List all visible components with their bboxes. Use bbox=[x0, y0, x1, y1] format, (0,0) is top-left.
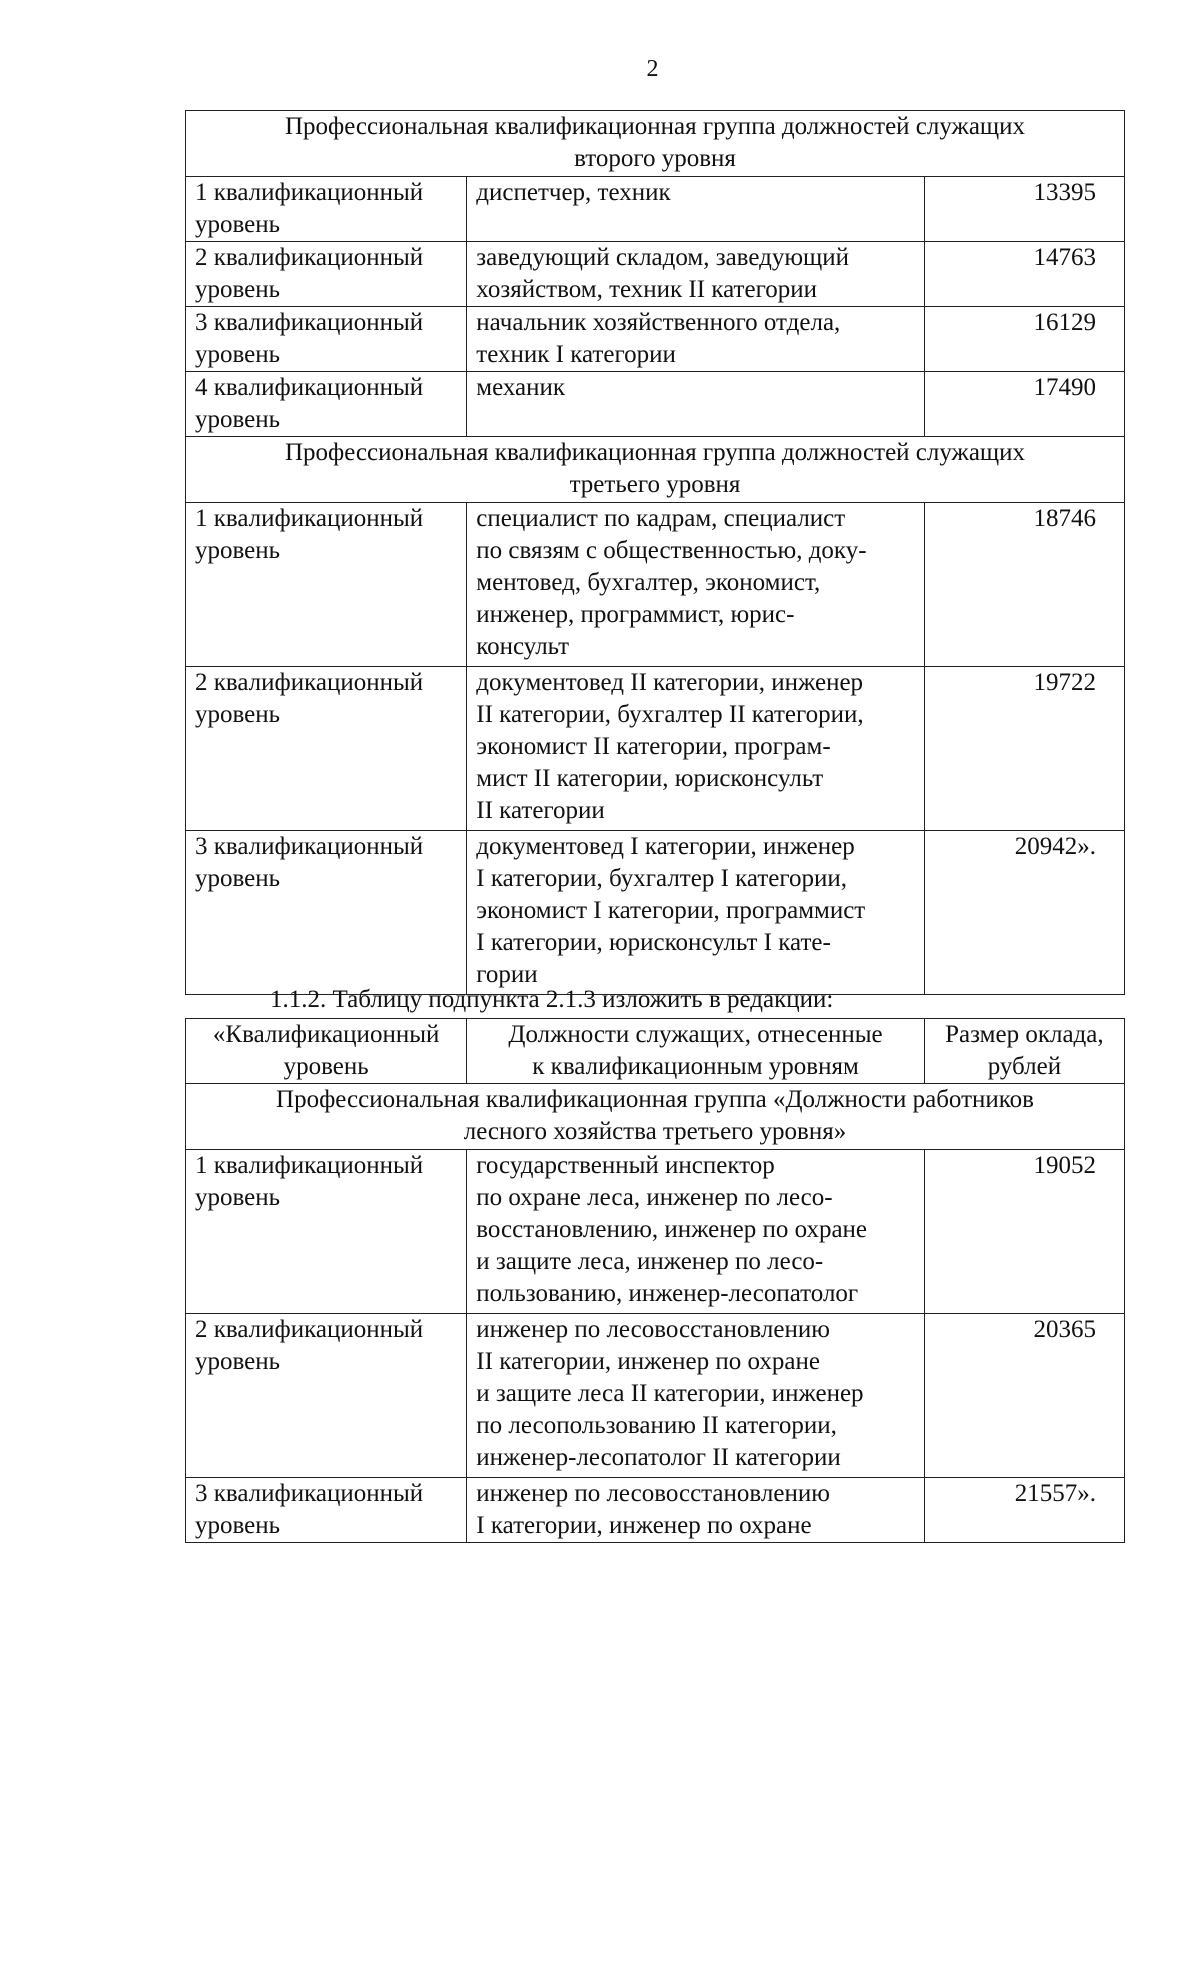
table-row bbox=[186, 1150, 1125, 1314]
level-cell: 4 квалификационный уровень bbox=[186, 372, 467, 437]
table-row bbox=[186, 831, 1125, 995]
salary-cell: 17490 bbox=[924, 372, 1124, 437]
group-header-second-level: Профессиональная квалификационная группа должностей служащих второго уровня bbox=[186, 111, 1125, 177]
group-header-forestry: Профессиональная квалификационная группа «Должности работников лесного хозяйства третьего уровня» bbox=[186, 1084, 1125, 1150]
header-salary: Размер оклада, рублей bbox=[924, 1019, 1124, 1084]
group-header-third-level: Профессиональная квалификационная группа должностей служащих третьего уровня bbox=[186, 437, 1125, 503]
page-number: 2 bbox=[646, 56, 659, 82]
level-cell: 3 квалификационный уровень bbox=[186, 1478, 467, 1543]
positions-cell: диспетчер, техник bbox=[467, 177, 924, 242]
positions-cell: заведующий складом, заведующий хозяйством, техник II категории bbox=[467, 242, 924, 307]
table-row bbox=[186, 1314, 1125, 1478]
positions-cell: начальник хозяйственного отдела, техник I категории bbox=[467, 307, 924, 372]
level-cell: 1 квалификационный уровень bbox=[186, 177, 467, 242]
table-row bbox=[186, 372, 1125, 437]
header-level: «Квалификационный уровень bbox=[186, 1019, 467, 1084]
table-row bbox=[186, 503, 1125, 667]
level-cell: 1 квалификационный уровень bbox=[186, 1150, 467, 1314]
table-row bbox=[186, 307, 1125, 372]
salary-cell: 16129 bbox=[924, 307, 1124, 372]
instruction-text: 1.1.2. Таблицу подпункта 2.1.3 изложить в редакции: bbox=[270, 986, 834, 1013]
table-row bbox=[186, 667, 1125, 831]
table-row bbox=[186, 1478, 1125, 1543]
positions-cell: документовед I категории, инженер I категории, бухгалтер I категории, экономист I категории, программист I категории, юрисконсульт I кате- гории bbox=[467, 831, 924, 995]
salary-cell: 20365 bbox=[924, 1314, 1124, 1478]
positions-cell: документовед II категории, инженер II категории, бухгалтер II категории, экономист II категории, програм- мист II категории, юрисконсульт II категории bbox=[467, 667, 924, 831]
salary-cell: 19052 bbox=[924, 1150, 1124, 1314]
level-cell: 3 квалификационный уровень bbox=[186, 307, 467, 372]
header-positions: Должности служащих, отнесенные к квалификационным уровням bbox=[467, 1019, 924, 1084]
level-cell: 3 квалификационный уровень bbox=[186, 831, 467, 995]
positions-cell: инженер по лесовосстановлению II категории, инженер по охране и защите леса II категории, инженер по лесопользованию II категории, инженер-лесопатолог II категории bbox=[467, 1314, 924, 1478]
salary-cell: 21557». bbox=[924, 1478, 1124, 1543]
level-cell: 2 квалификационный уровень bbox=[186, 667, 467, 831]
table-header-row bbox=[186, 1019, 1125, 1084]
salary-cell: 20942». bbox=[924, 831, 1124, 995]
level-cell: 2 квалификационный уровень bbox=[186, 1314, 467, 1478]
salary-cell: 19722 bbox=[924, 667, 1124, 831]
positions-cell: специалист по кадрам, специалист по связям с общественностью, доку- ментовед, бухгалтер, экономист, инженер, программист, юрис- консульт bbox=[467, 503, 924, 667]
level-cell: 1 квалификационный уровень bbox=[186, 503, 467, 667]
positions-cell: государственный инспектор по охране леса, инженер по лесо- восстановлению, инженер по охране и защите леса, инженер по лесо- пользованию, инженер-лесопатолог bbox=[467, 1150, 924, 1314]
salary-table-employees bbox=[185, 110, 1125, 995]
table-row bbox=[186, 242, 1125, 307]
level-cell: 2 квалификационный уровень bbox=[186, 242, 467, 307]
table-row bbox=[186, 177, 1125, 242]
salary-cell: 13395 bbox=[924, 177, 1124, 242]
salary-table-forestry bbox=[185, 1018, 1125, 1543]
salary-cell: 14763 bbox=[924, 242, 1124, 307]
positions-cell: инженер по лесовосстановлению I категории, инженер по охране bbox=[467, 1478, 924, 1543]
salary-cell: 18746 bbox=[924, 503, 1124, 667]
positions-cell: механик bbox=[467, 372, 924, 437]
